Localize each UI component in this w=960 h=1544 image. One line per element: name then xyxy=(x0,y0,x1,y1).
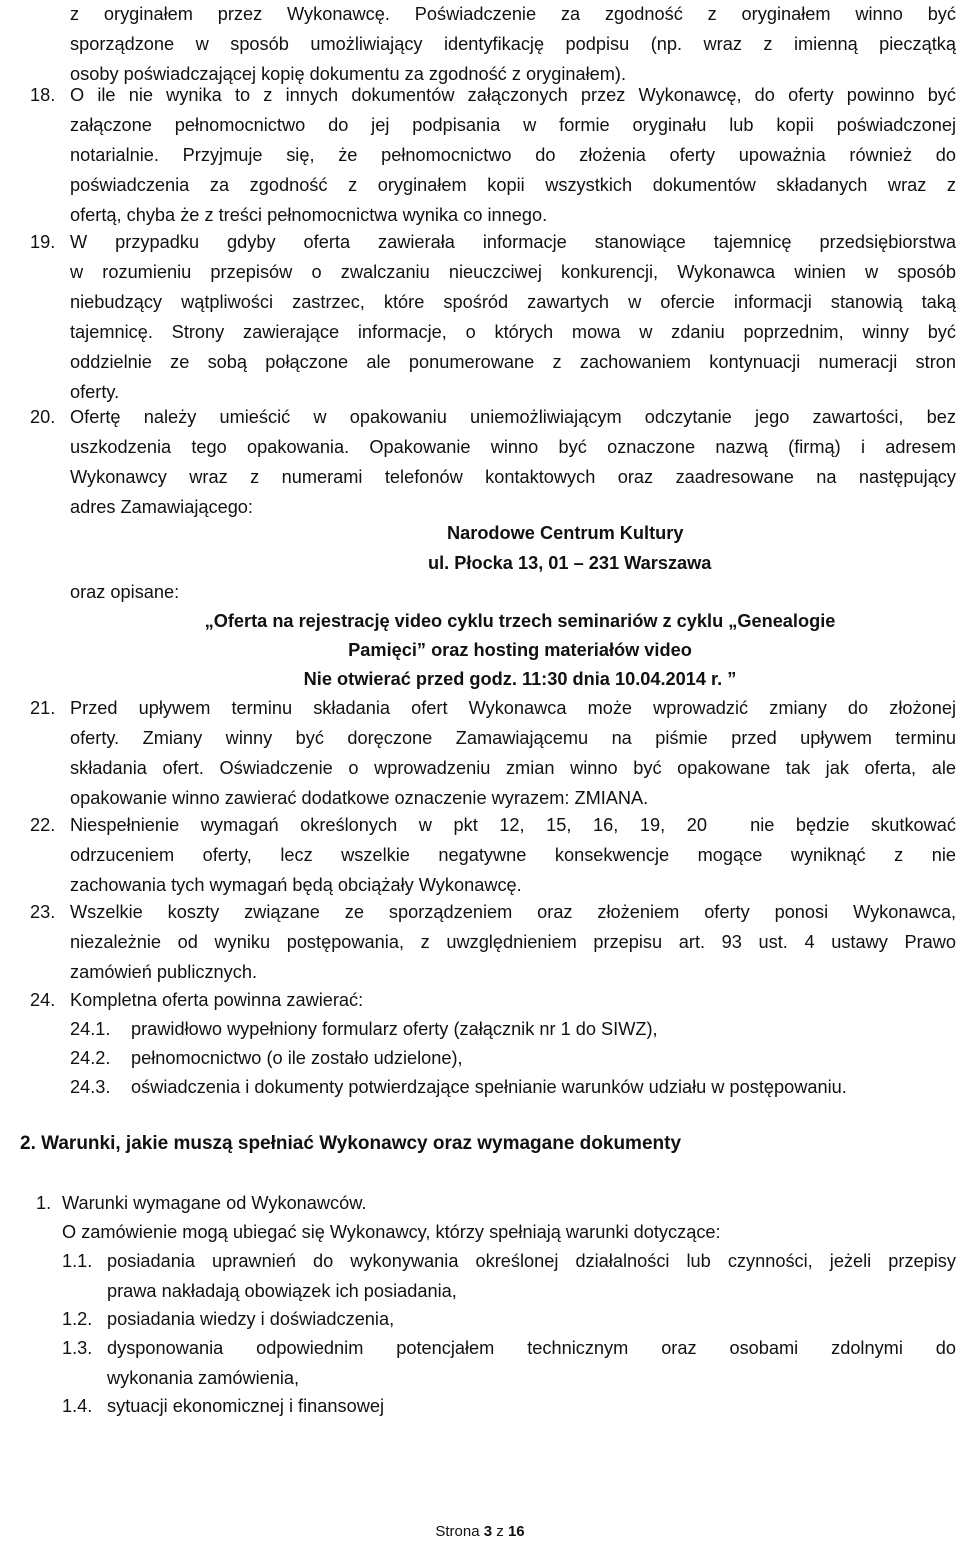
sub-point-number: 1.3. xyxy=(62,1338,93,1358)
text-line: składania ofert. Oświadczenie o wprowadzeniu zmian winno być opakowane tak jak oferta, ale xyxy=(70,758,956,778)
text-line: oferty. Zmiany winny być doręczone Zamawiającemu na piśmie przed upływem terminu xyxy=(70,728,956,748)
intro-paragraph xyxy=(70,0,956,89)
sub-item-number: 24.2. xyxy=(70,1048,111,1068)
page-word: Strona xyxy=(435,1523,480,1540)
text-line: Przed upływem terminu składania ofert Wykonawca może wprowadzić zmiany do złożonej xyxy=(70,698,956,718)
text-line: Wykonawcy wraz z numerami telefonów kontaktowych oraz zaadresowane na następujący xyxy=(70,467,956,487)
text-line: zachowania tych wymagań będą obciążały Wykonawcę. xyxy=(70,875,522,895)
envelope-label-line: Nie otwierać przed godz. 11:30 dnia 10.04.2014 r. ” xyxy=(303,669,737,689)
text-line: sporządzone w sposób umożliwiający identyfikację podpisu (np. wraz z imienną pieczątką xyxy=(70,34,956,54)
text-line: notarialnie. Przyjmuje się, że pełnomocnictwo do złożenia oferty upoważnia również do xyxy=(70,145,956,165)
point-intro: O zamówienie mogą ubiegać się Wykonawcy, którzy spełniają warunki dotyczące: xyxy=(62,1222,721,1242)
sub-item-text: pełnomocnictwo (o ile zostało udzielone), xyxy=(131,1048,463,1068)
text-line: adres Zamawiającego: xyxy=(70,497,253,517)
page-current: 3 xyxy=(483,1523,493,1540)
text-line: niebudzący wątpliwości zastrzec, które spośród zawartych w ofercie informacji stanowią taką xyxy=(70,292,956,312)
text-line: O ile nie wynika to z innych dokumentów załączonych przez Wykonawcę, do oferty powinno być xyxy=(70,85,956,105)
item-number: 24. xyxy=(30,990,56,1010)
item-number: 22. xyxy=(30,815,56,835)
text-line: niezależnie od wyniku postępowania, z uwzględnieniem przepisu art. 93 ust. 4 ustawy Prawo xyxy=(70,932,956,952)
sub-item-text: prawidłowo wypełniony formularz oferty (załącznik nr 1 do SIWZ), xyxy=(131,1019,658,1039)
point-title: Warunki wymagane od Wykonawców. xyxy=(62,1193,367,1213)
item-number: 19. xyxy=(30,232,56,252)
item-number: 23. xyxy=(30,902,56,922)
page-footer xyxy=(0,1520,960,1544)
page-total: 16 xyxy=(507,1523,525,1540)
envelope-label-line: Pamięci” oraz hosting materiałów video xyxy=(348,640,692,660)
text-line: osoby poświadczającej kopię dokumentu za zgodność z oryginałem). xyxy=(70,64,627,84)
text-line: odrzuceniem oferty, lecz wszelkie negatywne konsekwencje mogące wyniknąć z nie xyxy=(70,845,956,865)
text-line: tajemnicę. Strony zawierające informacje, o których mowa w zdaniu poprzednim, winny być xyxy=(70,322,956,342)
text-line: w rozumieniu przepisów o zwalczaniu nieuczciwej konkurencji, Wykonawca winien w sposób xyxy=(70,262,956,282)
text-line: zamówień publicznych. xyxy=(70,962,258,982)
described-label: oraz opisane: xyxy=(70,582,180,602)
text-line: z oryginałem przez Wykonawcę. Poświadczenie za zgodność z oryginałem winno być xyxy=(70,4,956,24)
text-line: wykonania zamówienia, xyxy=(107,1368,300,1388)
text-line: załączone pełnomocnictwo do jej podpisania w formie oryginału lub kopii poświadczonej xyxy=(70,115,956,135)
text-line: opakowanie winno zawierać dodatkowe oznaczenie wyrazem: ZMIANA. xyxy=(70,788,649,808)
sub-point-text xyxy=(107,1246,956,1306)
point-number: 1. xyxy=(36,1193,52,1213)
text-line: ofertą, chyba że z treści pełnomocnictwa wynika co innego. xyxy=(70,205,548,225)
sub-point-text: sytuacji ekonomicznej i finansowej xyxy=(107,1396,384,1416)
sub-point-text xyxy=(107,1333,956,1393)
text-line: Niespełnienie wymagań określonych w pkt 12, 15, 16, 19, 20 nie będzie skutkować xyxy=(70,815,956,835)
text-line: prawa nakładają obowiązek ich posiadania, xyxy=(107,1281,457,1301)
item-number: 20. xyxy=(30,407,56,427)
sub-point-number: 1.1. xyxy=(62,1251,93,1271)
page-of: z xyxy=(496,1523,504,1540)
text-line: Ofertę należy umieścić w opakowaniu uniemożliwiającym odczytanie jego zawartości, bez xyxy=(70,407,956,427)
address-name: Narodowe Centrum Kultury xyxy=(447,523,684,543)
sub-item-number: 24.1. xyxy=(70,1019,111,1039)
text-line: Wszelkie koszty związane ze sporządzeniem oraz złożeniem oferty ponosi Wykonawca, xyxy=(70,902,956,922)
sub-point-text: posiadania wiedzy i doświadczenia, xyxy=(107,1309,395,1329)
item-number: 18. xyxy=(30,85,56,105)
text-line: Kompletna oferta powinna zawierać: xyxy=(70,990,364,1010)
section-heading: 2. Warunki, jakie muszą spełniać Wykonawcy oraz wymagane dokumenty xyxy=(20,1133,682,1154)
text-line: oddzielnie ze sobą połączone ale ponumerowane z zachowaniem kontynuacji numeracji stron xyxy=(70,352,956,372)
text-line: oferty. xyxy=(70,382,120,402)
sub-point-number: 1.2. xyxy=(62,1309,93,1329)
sub-item-text: oświadczenia i dokumenty potwierdzające spełnianie warunków udziału w postępowaniu. xyxy=(131,1077,847,1097)
text-line: dysponowania odpowiednim potencjałem technicznym oraz osobami zdolnymi do xyxy=(107,1338,956,1358)
sub-point-number: 1.4. xyxy=(62,1396,93,1416)
text-line: poświadczenia za zgodność z oryginałem kopii wszystkich dokumentów składanych wraz z xyxy=(70,175,956,195)
text-line: uszkodzenia tego opakowania. Opakowanie winno być oznaczone nazwą (firmą) i adresem xyxy=(70,437,956,457)
sub-item-number: 24.3. xyxy=(70,1077,111,1097)
address-street: ul. Płocka 13, 01 – 231 Warszawa xyxy=(428,553,712,573)
text-line: posiadania uprawnień do wykonywania określonej działalności lub czynności, jeżeli przepisy xyxy=(107,1251,956,1271)
text-line: W przypadku gdyby oferta zawierała informacje stanowiące tajemnicę przedsiębiorstwa xyxy=(70,232,956,252)
item-number: 21. xyxy=(30,698,56,718)
envelope-label-line: „Oferta na rejestrację video cyklu trzech seminariów z cyklu „Genealogie xyxy=(204,611,836,631)
